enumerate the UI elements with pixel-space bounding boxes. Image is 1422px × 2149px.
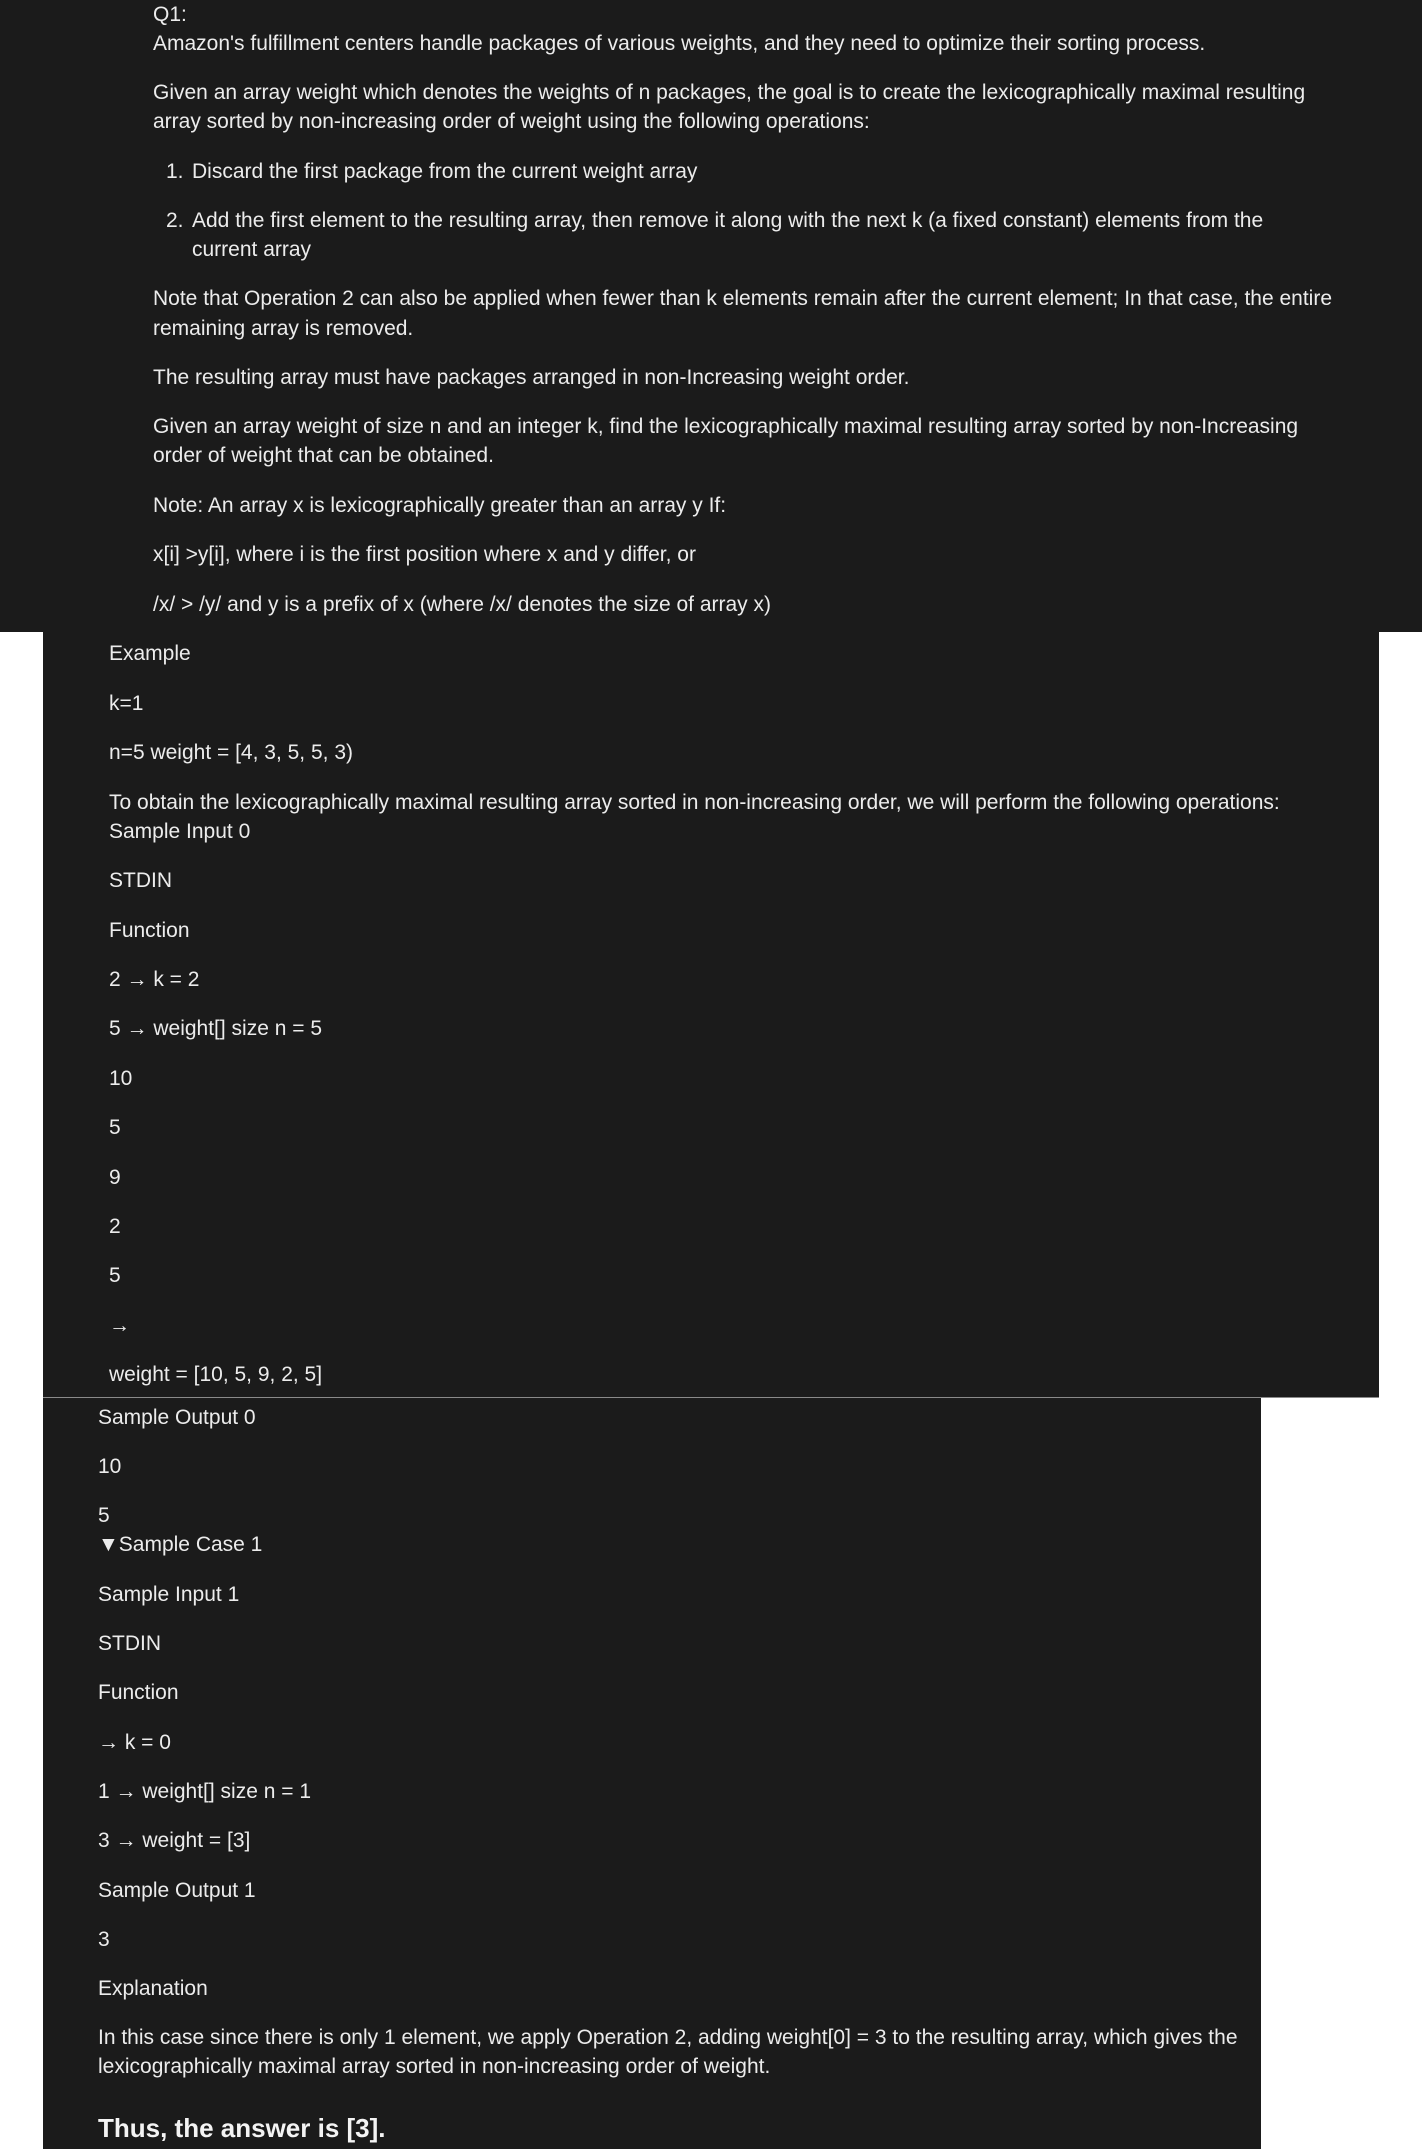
sample-case-1-toggle[interactable]: ▼Sample Case 1 [98, 1533, 263, 1556]
sample-input-0-line: 5 [109, 1264, 121, 1287]
sample-input-1-function: Function [98, 1681, 179, 1704]
operation-number: 2. [166, 209, 184, 232]
sample-output-0-line: 10 [98, 1455, 122, 1478]
lex-condition-1: x[i] >y[i], where i is the first position where x and y differ, or [153, 543, 696, 566]
note-op2-line-1: Note that Operation 2 can also be applied when fewer than k elements remain after the current element; In that case, the entire [153, 287, 1333, 310]
final-answer: Thus, the answer is [3]. [98, 2113, 386, 2143]
sample-output-1-label: Sample Output 1 [98, 1879, 256, 1902]
sample-input-1-line: 1 → weight[] size n = 1 [98, 1780, 312, 1803]
goal-line-1: Given an array weight which denotes the weights of n packages, the goal is to create the lexicographically maximal resulting [153, 81, 1306, 104]
operation-text: Discard the first package from the current weight array [192, 160, 698, 183]
task-line-2: order of weight that can be obtained. [153, 444, 494, 467]
sample-input-0-line: 10 [109, 1067, 133, 1090]
operation-text: Add the first element to the resulting array, then remove it along with the next k (a fixed constant) elements from the [192, 209, 1264, 232]
sample-output-0-line: 5 [98, 1504, 110, 1527]
explanation-line-2: lexicographically maximal array sorted in non-increasing order of weight. [98, 2055, 771, 2078]
example-label: Example [109, 642, 191, 665]
sample-input-0-line: → [109, 1314, 130, 1337]
operation-item [166, 206, 1264, 235]
sample-output-0-label: Sample Output 0 [98, 1406, 256, 1429]
sample-input-0-line: 2 [109, 1215, 121, 1238]
operation-number: 1. [166, 160, 184, 183]
sample-input-0-stdin: STDIN [109, 869, 172, 892]
example-steps-line: To obtain the lexicographically maximal resulting array sorted in non-increasing order, we will perform the following operations: [109, 791, 1280, 814]
lex-note: Note: An array x is lexicographically greater than an array y If: [153, 494, 727, 517]
example-k: k=1 [109, 692, 144, 715]
sample-input-0-line: 9 [109, 1166, 121, 1189]
sample-output-1-value: 3 [98, 1928, 110, 1951]
sample-input-0-line: weight = [10, 5, 9, 2, 5] [109, 1363, 323, 1386]
operation-text-continued: current array [192, 238, 312, 261]
example-n-weight: n=5 weight = [4, 3, 5, 5, 3) [109, 741, 353, 764]
explanation-line-1: In this case since there is only 1 element, we apply Operation 2, adding weight[0] = 3 to the resulting array, which gives the [98, 2026, 1238, 2049]
question-intro: Amazon's fulfillment centers handle packages of various weights, and they need to optimize their sorting process. [153, 32, 1206, 55]
operation-item [166, 157, 698, 186]
question-heading: Q1: [153, 3, 187, 26]
sample-input-1-line: → k = 0 [98, 1731, 171, 1754]
order-rule: The resulting array must have packages arranged in non-Increasing weight order. [153, 366, 910, 389]
sample-input-0-label: Sample Input 0 [109, 820, 251, 843]
sample-input-0-line: 2 → k = 2 [109, 968, 200, 991]
explanation-label: Explanation [98, 1977, 208, 2000]
sample-input-1-stdin: STDIN [98, 1632, 161, 1655]
sample-input-0-function: Function [109, 919, 190, 942]
lex-condition-2: /x/ > /y/ and y is a prefix of x (where /x/ denotes the size of array x) [153, 593, 772, 616]
task-line-1: Given an array weight of size n and an integer k, find the lexicographically maximal resulting array sorted by non-Increasing [153, 415, 1299, 438]
note-op2-line-2: remaining array is removed. [153, 317, 414, 340]
sample-input-1-line: 3 → weight = [3] [98, 1829, 251, 1852]
sample-input-0-line: 5 [109, 1116, 121, 1139]
sample-input-0-line: 5 → weight[] size n = 5 [109, 1017, 323, 1040]
sample-input-1-label: Sample Input 1 [98, 1583, 240, 1606]
goal-line-2: array sorted by non-increasing order of weight using the following operations: [153, 110, 870, 133]
